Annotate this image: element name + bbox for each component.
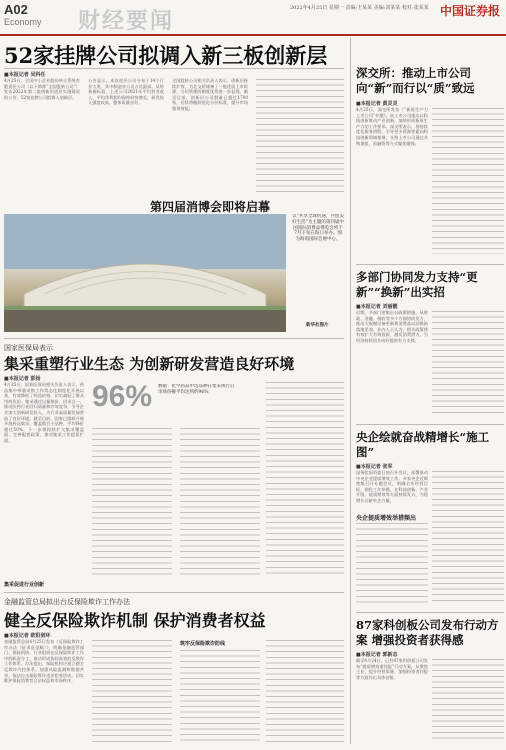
szse-column-2-text: [432, 108, 504, 254]
lead-column-4-text: [256, 79, 344, 193]
soe-headline: 央企绘就奋战精增长“施工图”: [356, 430, 490, 459]
renewal-headline: 多部门协同发力支持“更新”“换新”出实招: [356, 270, 478, 299]
column-divider: [350, 38, 351, 744]
soe-column-1: 国务院国资委日前召开会议，部署推动中央企业提质增效工作。多家央企近期密集召开专题会议，明确全年经营目标，细化工作举措，在科技创新、产业升级、提质增效等方面持续发力，为稳增长贡献央企力量。: [356, 470, 428, 503]
soe-subhead: 央企提质增效举措频出: [356, 515, 417, 522]
photo-caption: 第四届消博会即将启幕: [150, 200, 271, 214]
insurance-kicker: 金融监管总局拟出台反保险欺诈工作办法: [4, 599, 130, 606]
insurance-headline: 健全反保险欺诈机制 保护消费者权益: [4, 611, 266, 630]
insurance-column-2-text: [92, 640, 172, 744]
env-column-3-text: [180, 428, 260, 578]
szse-byline: ■本报记者 黄灵灵: [356, 101, 398, 107]
divider: [356, 264, 504, 265]
insurance-column-4-text: [266, 640, 344, 744]
insurance-byline: ■本报记者 欧阳剑环: [4, 633, 51, 639]
szse-column-1: 4月25日，深交所发布《“新质生产力上市公司”专题》，向上市公司提出以科技创新推动产业创新，加快形成新质生产力的工作要求。深交所表示，将持续优化服务供给，引导更多资源要素向科技创新领域集聚，支持上市公司通过并购重组、再融资等方式做优做强。: [356, 107, 428, 146]
insurance-subhead: 筑牢反保险欺诈防线: [180, 641, 226, 647]
lead-byline: ■本报记者 吴科任: [4, 72, 46, 78]
insurance-column-1: 金融监管总局4月25日发布《反保险欺诈工作办法（征求意见稿）》，明确金融监管部门、保险机构、行业组织在反保险欺诈工作中的职责分工，推动形成协同高效的反欺诈工作体系。办法提出，保险机构应建立健全反欺诈内控体系，加强风险监测和数据共享，依法打击保险欺诈违法犯罪活动，切实维护保险消费者合法权益和市场秩序。: [4, 639, 84, 684]
star-market-column-1: 截至4月24日，已有87家科创板公司发布“提质增效重回报”行动方案，从聚焦主业、提升经营质量、加强投资者回报等方面作出具体安排。: [356, 658, 428, 680]
lead-headline: 52家挂牌公司拟调入新三板创新层: [4, 43, 328, 68]
env-column-4-text: [266, 382, 344, 578]
env-byline: ■本报记者 彭扬: [4, 376, 41, 382]
divider: [356, 424, 504, 425]
env-headline: 集采重塑行业生态 为创新研发营造良好环境: [4, 355, 295, 373]
divider: [4, 68, 344, 69]
env-column-1: 4月25日，国家医保局相关负责人表示，药品集中带量采购工作常态化制度化开展以来，有效降低了药品价格，切实减轻了群众用药负担。集采通过以量换价、招采合一，推动医药行业回归质量和疗效竞争，引导企业加大创新研发投入，为行业高质量发展营造了良好环境。截至目前，国家已组织开展多批药品集采，覆盖数百个品种，平均降价超过50%。下一步将持续扩大集采覆盖面，完善配套政策，推动集采工作提质扩面。: [4, 382, 84, 443]
renewal-column-1: 近期，多部门密集出台政策措施，从财政、金融、税收等多个方面协同发力，推动大规模设备更新和消费品以旧换新落地见效。业内人士认为，相关政策将有效扩大有效投资、激发消费潜力，为经济持续回升向好提供有力支撑。: [356, 310, 428, 343]
szse-headline: 深交所：推动上市公司向“新”而行以“质”致远: [356, 66, 475, 95]
divider: [4, 338, 344, 339]
env-column-2-text: [92, 428, 172, 578]
divider: [356, 612, 504, 613]
divider: [4, 592, 344, 593]
share-stat: 96%: [92, 380, 153, 413]
page-code: A02: [4, 2, 28, 17]
section-name-en: Economy: [4, 17, 42, 27]
paper-name: 中国证券报: [440, 4, 501, 18]
soe-column-2-text: [432, 471, 504, 605]
env-kicker: 国家医保局表示: [4, 345, 53, 352]
star-market-headline: 87家科创板公司发布行动方案 增强投资者获得感: [356, 618, 499, 647]
star-market-column-2-text: [432, 659, 504, 743]
renewal-column-2-text: [432, 311, 504, 417]
lead-column-1: 4月25日，全国中小企业股份转让系统有限责任公司（以下简称“全国股转公司”）发布2022年第二批创新层进层实施情况的公告，52家挂牌公司拟调入创新层。: [4, 78, 80, 100]
expo-center-photo: [4, 214, 286, 332]
photo-quote: 以“共享全球机遇，共创美好生活”为主题的第四届中国国际消费品博览会将于7月下旬在海口举办。图为海南国际会展中心。: [292, 214, 344, 243]
lead-column-3: 全国股转公司相关负责人表示，创新层持续扩容，为北交所储备了一批优质上市资源，分层管理的制度优势进一步显现。截至目前，创新层公司数量已超过1700家，后续将继续优化分层标准，提升市场服务效能。: [172, 78, 248, 111]
issue-meta: 2022年4月25日 星期一 责编:王某某 美编:刘某某 校对:张某某: [290, 5, 429, 11]
photo-credit: 新华社图片: [306, 323, 329, 328]
soe-column-1-lower-text: [356, 523, 428, 605]
lead-column-2: 公告显示，本次进层公司分布于14个行业大类，其中制造业公司占比最高。从财务指标看，上述公司2021年平均营业收入、平均净利润均保持较快增长，研发投入强度较高，整体质量良好。: [88, 78, 164, 106]
section-name-cn: 财经要闻: [78, 8, 175, 34]
insurance-column-3-text: [180, 650, 260, 744]
renewal-byline: ■本报记者 刘丽靓: [356, 304, 398, 310]
expo-center-illustration: [4, 214, 286, 332]
env-subhead: 集采促进行业创新: [4, 582, 45, 588]
share-stat-caption: 数据：化学药品中选品种在集采执行后市场份额平均达到约96%: [158, 384, 235, 395]
soe-byline: ■本报记者 张军: [356, 464, 393, 470]
masthead: [0, 0, 506, 36]
star-market-byline: ■本报记者 郭新志: [356, 652, 398, 658]
